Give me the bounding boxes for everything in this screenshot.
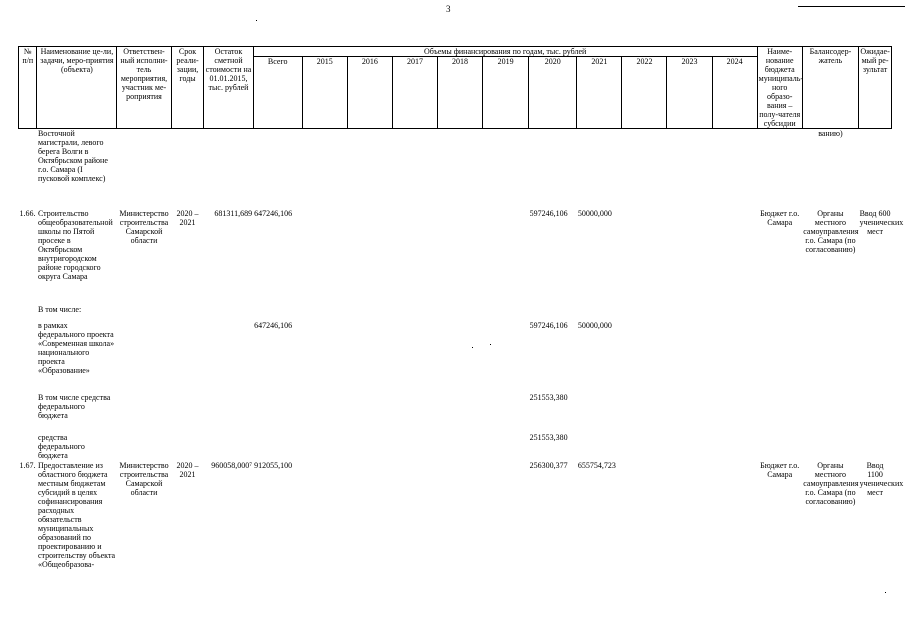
row-2020: 597246,106 <box>529 208 568 218</box>
row-2021: 50000,000 <box>577 208 612 218</box>
row-responsible <box>117 129 171 209</box>
row-name: в рамках федерального проекта «Современная школа» национального проекта «Образование» <box>37 320 115 375</box>
row-term: 2020 – 2021 <box>176 208 199 227</box>
row-name: В том числе: <box>37 304 82 314</box>
row-total: 647246,106 <box>254 208 293 218</box>
table-row <box>19 433 892 461</box>
header-responsible: Ответствен-ный исполни-тель мероприятия, участник ме-роприятия <box>117 47 171 129</box>
header-result: Ожидае-мый ре-зультат <box>859 47 892 129</box>
row-num: 1.66. <box>19 208 36 218</box>
row-name: средства федерального бюджета <box>37 432 85 460</box>
header-year-2020: 2020 <box>529 57 577 129</box>
row-budget: Бюджет г.о. Самара <box>760 208 800 227</box>
header-year-2024: 2024 <box>712 57 757 129</box>
header-name: Наименование це-ли, задачи, меро-приятия (объекта) <box>37 47 117 129</box>
header-year-2015: 2015 <box>302 57 347 129</box>
row-total <box>253 129 302 209</box>
row-balance: 681311,689 <box>214 208 253 218</box>
row-2020 <box>529 129 577 209</box>
scan-speck <box>885 592 886 593</box>
header-funding-title: Объемы финансирования по годам, тыс. рублей <box>253 47 757 57</box>
top-rule <box>798 6 905 7</box>
row-term <box>171 129 204 209</box>
row-2020: 251553,380 <box>529 432 568 442</box>
header-year-2017: 2017 <box>392 57 437 129</box>
row-budget: Бюджет г.о. Самара <box>760 460 800 479</box>
header-year-2021: 2021 <box>577 57 622 129</box>
row-total: 912055,100 <box>254 460 293 470</box>
row-holder: ванию) <box>818 129 843 138</box>
financing-table <box>18 46 904 591</box>
header-term: Срок реали-зации, годы <box>171 47 204 129</box>
row-num: 1.67. <box>19 460 36 470</box>
row-holder: Органы местного самоуправления г.о. Самара (по согласованию) <box>803 208 859 254</box>
row-2021: 655754,723 <box>577 460 616 470</box>
header-year-2019: 2019 <box>483 57 529 129</box>
row-total: 647246,106 <box>254 320 293 330</box>
row-result: Ввод 600 ученических мест <box>859 208 904 236</box>
row-2021: 50000,000 <box>577 320 612 330</box>
row-balance <box>204 129 253 209</box>
row-responsible: Министерство строительства Самарской области <box>119 460 169 497</box>
table-row <box>19 209 892 305</box>
table-row <box>19 461 892 591</box>
header-holder: Балансодер-жатель <box>802 47 858 129</box>
header-year-2016: 2016 <box>347 57 392 129</box>
row-2020: 256300,377 <box>529 460 568 470</box>
table-row <box>19 393 892 433</box>
page-number: 3 <box>446 4 451 14</box>
row-2021 <box>577 129 622 209</box>
row-num <box>19 321 37 393</box>
header-budget-name: Наиме-нование бюджета муниципаль-ного образо-вания – полу-чателя субсидии <box>758 47 804 128</box>
row-2020: 251553,380 <box>529 392 568 402</box>
table-row <box>19 129 892 209</box>
row-holder: Органы местного самоуправления г.о. Самара (по согласованию) <box>803 460 859 506</box>
header-year-2018: 2018 <box>438 57 483 129</box>
header-year-2022: 2022 <box>622 57 667 129</box>
header-year-2023: 2023 <box>667 57 712 129</box>
row-num <box>19 305 37 321</box>
table-row <box>19 321 892 393</box>
row-name: Восточной магистрали, левого берега Волги в Октябрьском районе г.о. Самара (I пусковой комплекс) <box>37 129 108 183</box>
scan-speck <box>256 20 257 21</box>
row-num <box>19 433 37 461</box>
row-term: 2020 – 2021 <box>176 460 199 479</box>
row-result: Ввод 1100 ученических мест <box>859 460 904 497</box>
row-num <box>19 129 37 209</box>
header-year-total: Всего <box>253 57 302 129</box>
row-2020: 597246,106 <box>529 320 568 330</box>
row-name: Строительство общеобразовательной школы по Пятой просеке в Октябрьском внутригородском районе городского округа Самара <box>37 208 113 281</box>
header-balance: Остаток сметной стоимости на 01.01.2015, тыс. рублей <box>204 47 253 129</box>
row-balance: 960058,000⁷ <box>211 460 253 470</box>
table-row <box>19 305 892 321</box>
row-responsible: Министерство строительства Самарской области <box>119 208 169 245</box>
row-num <box>19 393 37 433</box>
row-result <box>859 129 892 209</box>
row-name: В том числе средства федерального бюджета <box>37 392 111 420</box>
row-budget <box>757 129 802 209</box>
header-num: № п/п <box>19 47 37 129</box>
row-name: Предоставление из областного бюджета местным бюджетам субсидий в целях софинансирования расходных обязательств муниципальных образований по проектированию и строительству объекта «Общеобразова- <box>37 460 116 569</box>
